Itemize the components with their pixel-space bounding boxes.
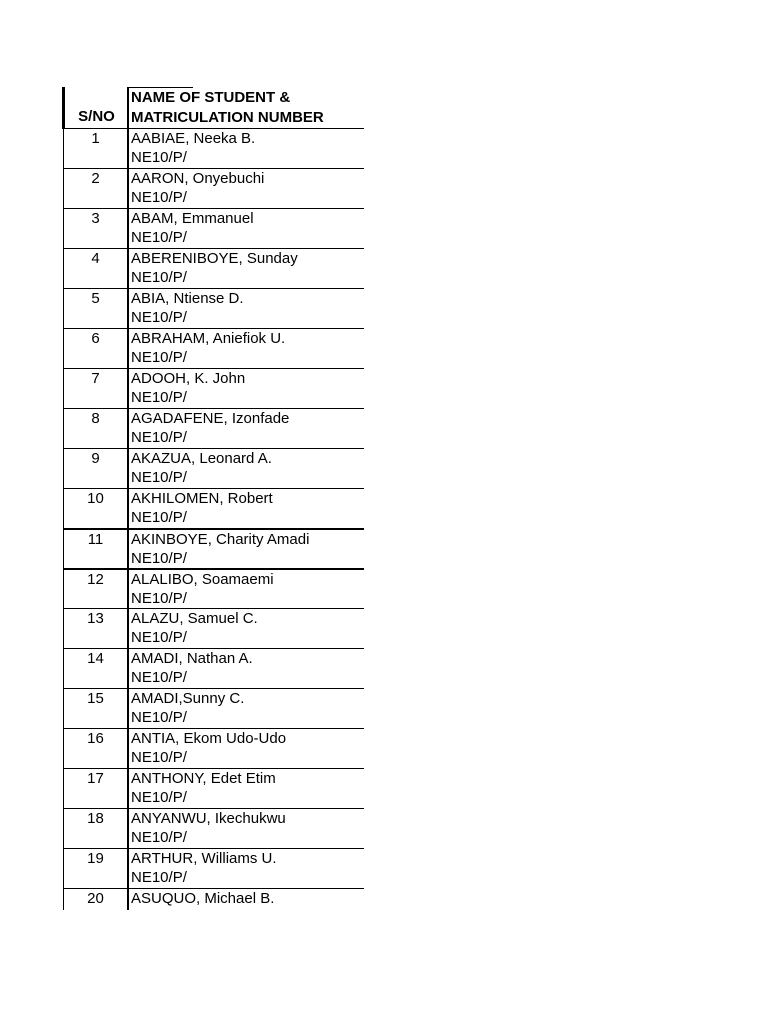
row-sno: 19 xyxy=(87,850,104,867)
header-sno: S/NO xyxy=(78,108,115,125)
table-row xyxy=(64,888,364,910)
row-matric: NE10/P/ xyxy=(131,669,187,686)
row-sno: 3 xyxy=(91,210,100,227)
row-matric: NE10/P/ xyxy=(131,709,187,726)
table-row xyxy=(64,848,364,888)
table-left-border-header xyxy=(62,87,65,129)
row-matric: NE10/P/ xyxy=(131,269,187,286)
table-row xyxy=(64,608,364,648)
header-name-line2: MATRICULATION NUMBER xyxy=(131,109,324,126)
table-row xyxy=(64,128,364,168)
table-row xyxy=(64,728,364,768)
row-sno: 2 xyxy=(91,170,100,187)
row-sno: 6 xyxy=(91,330,100,347)
row-sno: 16 xyxy=(87,730,104,747)
row-sno: 5 xyxy=(91,290,100,307)
row-name: ANYANWU, Ikechukwu xyxy=(131,810,286,827)
row-matric: NE10/P/ xyxy=(131,509,187,526)
row-matric: NE10/P/ xyxy=(131,829,187,846)
row-name: AMADI,Sunny C. xyxy=(131,690,245,707)
row-sno: 17 xyxy=(87,770,104,787)
row-name: AGADAFENE, Izonfade xyxy=(131,410,290,427)
row-matric: NE10/P/ xyxy=(131,789,187,806)
header-name-line1: NAME OF STUDENT & xyxy=(131,89,291,106)
row-sno: 14 xyxy=(87,650,104,667)
row-matric: NE10/P/ xyxy=(131,550,187,567)
row-matric: NE10/P/ xyxy=(131,349,187,366)
row-sno: 13 xyxy=(87,610,104,627)
row-name: AKHILOMEN, Robert xyxy=(131,490,273,507)
row-name: AARON, Onyebuchi xyxy=(131,170,265,187)
row-matric: NE10/P/ xyxy=(131,429,187,446)
row-matric: NE10/P/ xyxy=(131,189,187,206)
row-sno: 8 xyxy=(91,410,100,427)
row-matric: NE10/P/ xyxy=(131,309,187,326)
row-name: AMADI, Nathan A. xyxy=(131,650,253,667)
table-row xyxy=(64,808,364,848)
header-name xyxy=(131,88,324,128)
row-name: ALALIBO, Soamaemi xyxy=(131,571,274,588)
row-matric: NE10/P/ xyxy=(131,629,187,646)
student-table xyxy=(64,128,364,910)
row-matric: NE10/P/ xyxy=(131,590,187,607)
row-sno: 4 xyxy=(91,250,100,267)
row-name: ABIA, Ntiense D. xyxy=(131,290,244,307)
row-sno: 11 xyxy=(87,531,104,548)
row-name: ABRAHAM, Aniefiok U. xyxy=(131,330,286,347)
row-name: ABERENIBOYE, Sunday xyxy=(131,250,298,267)
row-matric: NE10/P/ xyxy=(131,389,187,406)
table-row xyxy=(64,528,364,568)
row-sno: 1 xyxy=(91,130,100,147)
table-row xyxy=(64,368,364,408)
table-row xyxy=(64,288,364,328)
table-row xyxy=(64,208,364,248)
row-sno: 12 xyxy=(87,571,104,588)
row-name: ANTHONY, Edet Etim xyxy=(131,770,276,787)
row-name: AKINBOYE, Charity Amadi xyxy=(131,531,310,548)
row-name: ALAZU, Samuel C. xyxy=(131,610,258,627)
row-matric: NE10/P/ xyxy=(131,149,187,166)
row-sno: 10 xyxy=(87,490,104,507)
table-row xyxy=(64,448,364,488)
row-name: ANTIA, Ekom Udo-Udo xyxy=(131,730,287,747)
row-sno: 18 xyxy=(87,810,104,827)
row-matric: NE10/P/ xyxy=(131,869,187,886)
table-row xyxy=(64,688,364,728)
row-matric: NE10/P/ xyxy=(131,229,187,246)
row-name: ABAM, Emmanuel xyxy=(131,210,254,227)
table-row xyxy=(64,168,364,208)
table-row xyxy=(64,768,364,808)
row-name: ADOOH, K. John xyxy=(131,370,246,387)
table-row xyxy=(64,328,364,368)
table-row xyxy=(64,488,364,528)
row-name: AABIAE, Neeka B. xyxy=(131,130,256,147)
row-sno: 15 xyxy=(87,690,104,707)
table-row xyxy=(64,648,364,688)
row-name: ASUQUO, Michael B. xyxy=(131,890,275,907)
row-name: ARTHUR, Williams U. xyxy=(131,850,277,867)
row-sno: 9 xyxy=(91,450,100,467)
row-sno: 20 xyxy=(87,890,104,907)
table-row xyxy=(64,408,364,448)
row-name: AKAZUA, Leonard A. xyxy=(131,450,272,467)
row-matric: NE10/P/ xyxy=(131,469,187,486)
row-matric: NE10/P/ xyxy=(131,749,187,766)
row-sno: 7 xyxy=(91,370,100,387)
table-row xyxy=(64,568,364,608)
table-row xyxy=(64,248,364,288)
